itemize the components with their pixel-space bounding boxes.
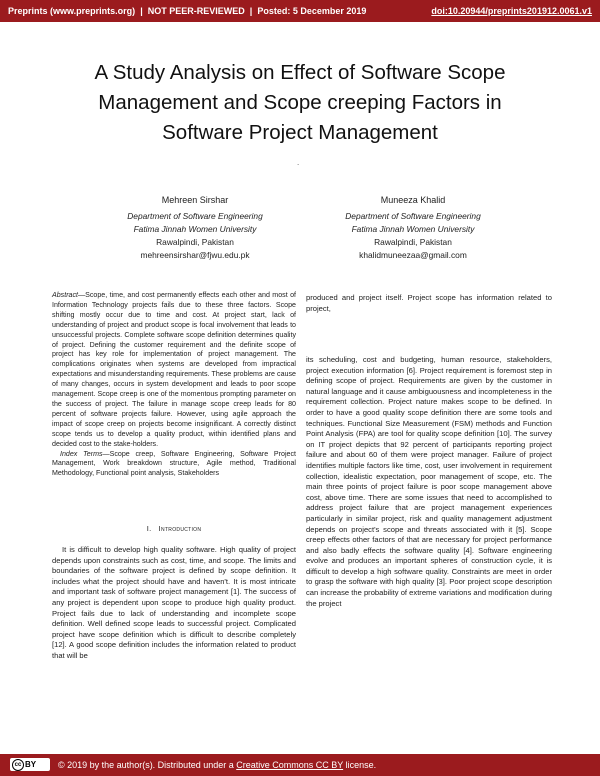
right-paragraph-1: produced and project itself. Project scope has information related to project, xyxy=(306,293,552,313)
right-column-top xyxy=(306,293,552,314)
author-university: Fatima Jinnah Women University xyxy=(133,224,257,234)
license-text xyxy=(58,754,376,776)
section-heading-introduction xyxy=(52,524,296,533)
posted-date: Posted: 5 December 2019 xyxy=(257,6,367,16)
right-paragraph-2: its scheduling, cost and budgeting, human resource, stakeholders, project execution information [6]. Project requirement is foremost step in defining scope of project. Requirements are given by the customer in natural language and it cause ambiguousness and incompleteness in the requirement collection. Project nature makes scope to be defined. In order to have a good quality scope definition there are some tools and techniques. Functional Size Measurement (FSM) methods and Function Point Analysis (FPA) are tool for quality scope definition [10]. The survey on IT project depicts that 92 percent of participants reporting project failure and about 60 of them were project manager. Failure of project identifies multiple factors like time, cost, user involvement in requirement collection, idealistic expectation, poor management of scope, etc. The main three points of project failure is poor scope management above cost, above time. There are some issues that need to accomplished to address project failure that are project management experiences particularly in similar project, risk and quality management adjustment depends on project's scope and threats associated with it [5]. Scope creep effects other factors of that are necessary for project performance and also badly effects the software quality [4]. Software engineering evolve and produces an important spheres of construction cycle, it is difficult to develop a high software quality. Constraints are meet in order to grasp the software with high quality [3]. Poor project scope description can increase the probability of extreme variations and modification during the project xyxy=(306,355,552,608)
author-department: Department of Software Engineering xyxy=(127,211,263,221)
index-terms-text: —Scope creep, Software Engineering, Software Project Management, Work breakdown structure, Agile method, Traditional Methodology, Functional point analysis, Stakeholders xyxy=(52,449,296,478)
cc-symbol: cc xyxy=(12,759,24,771)
abstract xyxy=(52,291,296,479)
abstract-text: —Scope, time, and cost permanently effects each other and most of Information Technology projects fails due to these three factors. Scope shifting mostly occur due to time and cost. At project start, lack of understanding of project and product scope is focal involvement that leads to unsuccessful projects. Complete software scope definition determines quality of project. Defining the customer requirement and the definite scope of project has key role for implementation of project management. The complications originates when systems are developed from impractical expectations and misunderstanding requirements. These problems are cause of many changes, occurs in system development and leads to poor scope management. Scope creep is one of the momentous prompting parameter on the success of project. The failure in manage scope creep leads for 80 percent of software projects failure. However, using agile approach the impact of scope creep on projects become insignificant. A correctly distinct scope tends us to develop a quality product, within identified plans and decided cost to the stake-holders. xyxy=(52,291,296,448)
title-line-2: Management and Scope creeping Factors in xyxy=(98,91,502,114)
section-number: I. xyxy=(146,524,152,533)
banner-left xyxy=(8,0,366,22)
preprint-banner xyxy=(0,0,600,22)
banner-separator: | xyxy=(247,6,255,16)
author-block-1 xyxy=(95,194,295,262)
section-title: Introduction xyxy=(158,524,202,533)
index-terms-paragraph xyxy=(52,450,296,480)
license-footer xyxy=(0,754,600,776)
cc-by-license-icon[interactable] xyxy=(10,758,50,771)
title-line-3: Software Project Management xyxy=(162,121,438,144)
author-email[interactable]: khalidmuneezaa@gmail.com xyxy=(359,250,467,260)
author-name: Muneeza Khalid xyxy=(380,195,446,205)
title-dot: . xyxy=(297,158,300,167)
author-name: Mehreen Sirshar xyxy=(161,195,229,205)
peer-review-status: NOT PEER-REVIEWED xyxy=(147,6,245,16)
author-email[interactable]: mehreensirshar@fjwu.edu.pk xyxy=(140,250,250,260)
author-block-2 xyxy=(313,194,513,262)
copyright-text: © 2019 by the author(s). Distributed under a xyxy=(58,760,237,770)
intro-paragraph: It is difficult to develop high quality software. High quality of project depends upon constraints such as cost, time, and scope. The limits and boundaries of the software project is defined by scope definition. It includes what the project should have and haven't. It is most intricate and important task of software project management [1]. The success of any project is dependent upon scope to produce high quality product. Project fails due to lack of understanding and incomplete scope definition. Well defined scope leads to successful project. Complicated project have scope definition which is difficult to describe completely [12]. A good scope definition includes the information related to product that will be xyxy=(52,545,296,660)
cc-by-label: BY xyxy=(25,760,37,769)
introduction-text xyxy=(52,545,296,662)
index-terms-label: Index Terms xyxy=(60,449,103,458)
banner-separator: | xyxy=(137,6,146,16)
right-column-main xyxy=(306,355,552,609)
preprints-source-link[interactable]: Preprints (www.preprints.org) xyxy=(8,6,136,16)
author-city: Rawalpindi, Pakistan xyxy=(156,237,234,247)
title-line-1: A Study Analysis on Effect of Software Scope xyxy=(94,61,506,84)
paper-title xyxy=(40,58,560,148)
doi-link[interactable]: doi:10.20944/preprints201912.0061.v1 xyxy=(431,6,592,16)
abstract-paragraph xyxy=(52,291,296,450)
license-end-text: license. xyxy=(343,760,377,770)
author-city: Rawalpindi, Pakistan xyxy=(374,237,452,247)
banner-right xyxy=(431,0,592,22)
author-department: Department of Software Engineering xyxy=(345,211,481,221)
author-university: Fatima Jinnah Women University xyxy=(351,224,475,234)
abstract-label: Abstract xyxy=(52,291,79,299)
license-link[interactable]: Creative Commons CC BY xyxy=(236,760,344,770)
